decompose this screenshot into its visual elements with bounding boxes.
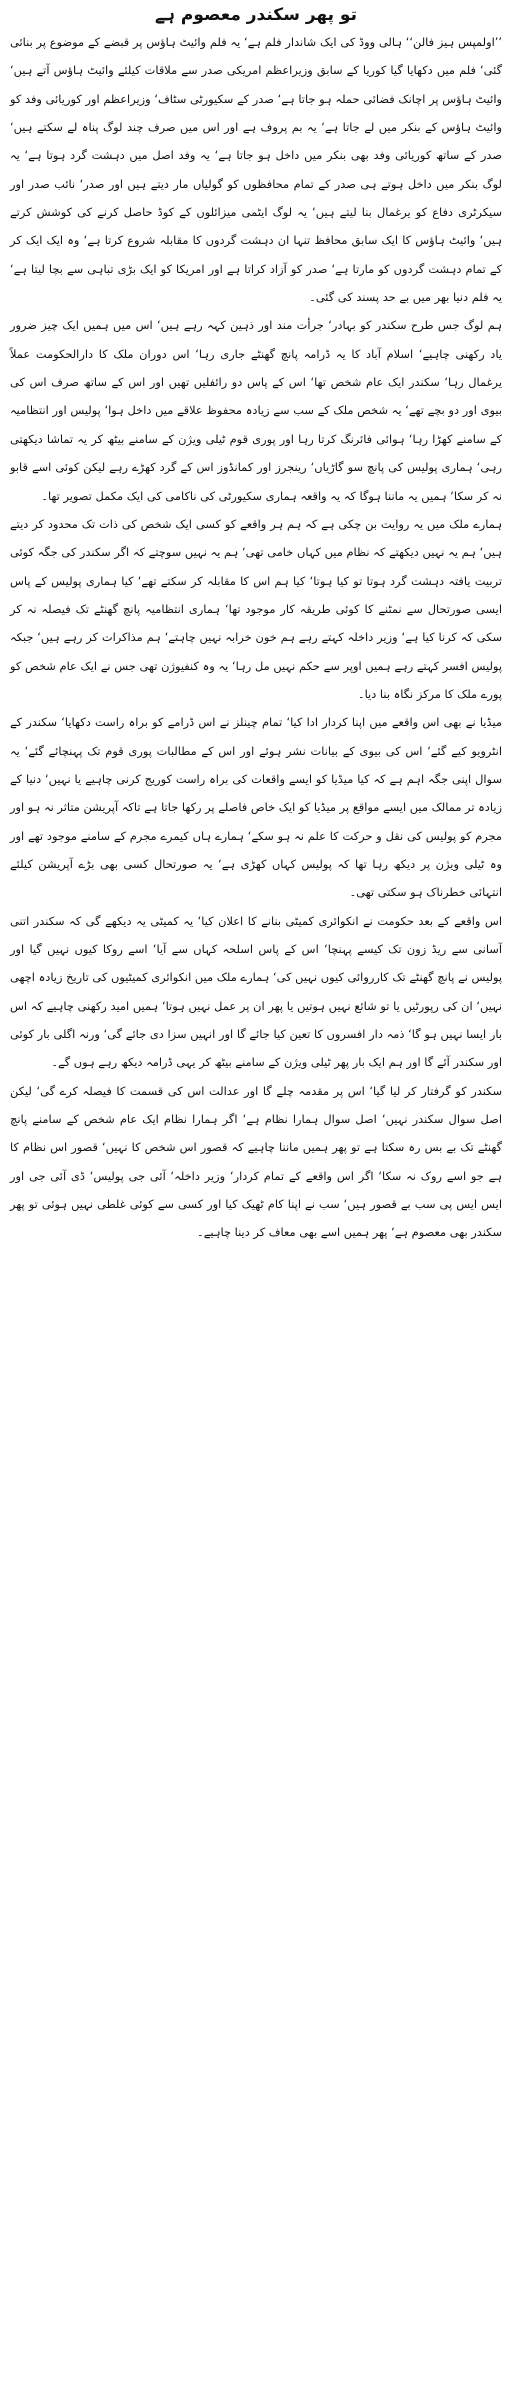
article-headline: تو پھر سکندر معصوم ہے: [155, 5, 357, 25]
article-paragraph: سکندر کو گرفتار کر لیا گیا‘ اس پر مقدمہ چلے گا اور عدالت اس کی قسمت کا فیصلہ کرے گی‘ لیکن اصل سوال سکندر نہیں‘ اصل سوال ہمارا نظام ہے‘ اگر ہمارا نظام ایک عام شخص کے سامنے پانچ گھنٹے تک بے بس رہ سکتا ہے تو پھر ہمیں ماننا چاہیے کہ قصور اس شخص کا نہیں‘ قصور اس نظام کا ہے جو اسے روک نہ سکا‘ اگر اس واقعے کے تمام کردار‘ وزیر داخلہ‘ آئی جی پولیس‘ ڈی آئی جی اور ایس ایس پی سب بے قصور ہیں‘ سب نے اپنا کام ٹھیک کیا اور کسی سے کوئی غلطی نہیں ہوئی تو پھر سکندر بھی معصوم ہے‘ پھر ہمیں اسے بھی معاف کر دینا چاہیے۔: [10, 1083, 502, 1240]
article-paragraph: اس واقعے کے بعد حکومت نے انکوائری کمیٹی بنانے کا اعلان کیا‘ یہ کمیٹی یہ دیکھے گی کہ سکندر اتنی آسانی سے ریڈ زون تک کیسے پہنچا‘ اس کے پاس اسلحہ کہاں سے آیا‘ اسے روکا کیوں نہیں گیا اور پولیس نے پانچ گھنٹے تک کارروائی کیوں نہیں کی‘ ہمارے ملک میں انکوائری کمیٹیوں کی تاریخ زیادہ اچھی نہیں‘ ان کی رپورٹیں یا تو شائع نہیں ہوتیں یا پھر ان پر عمل نہیں ہوتا‘ ہمیں امید رکھنی چاہیے کہ اس بار ایسا نہیں ہو گا‘ ذمہ دار افسروں کا تعین کیا جائے گا اور انہیں سزا دی جائے گی‘ ورنہ اگلی بار کوئی اور سکندر آئے گا اور ہم ایک بار پھر ٹیلی ویژن کے سامنے بیٹھ کر یہی ڈرامہ دیکھ رہے ہوں گے۔: [10, 913, 502, 1070]
article-paragraph: ’’اولمپس ہیز فالن‘‘ ہالی ووڈ کی ایک شاندار فلم ہے‘ یہ فلم وائیٹ ہاؤس پر قبضے کے موضوع پر بنائی گئی‘ فلم میں دکھایا گیا کوریا کے سابق وزیراعظم امریکی صدر سے ملاقات کیلئے وائیٹ ہاؤس آتے ہیں‘ وائیٹ ہاؤس پر اچانک فضائی حملہ ہو جاتا ہے‘ صدر کے سکیورٹی سٹاف‘ وزیراعظم اور کوریائی وفد کو وائیٹ ہاؤس کے بنکر میں لے جاتا ہے‘ یہ بم پروف ہے اور اس میں صرف چند لوگ پناہ لے سکتے ہیں‘ صدر کے ساتھ کوریائی وفد بھی بنکر میں داخل ہو جاتا ہے‘ یہ وفد اصل میں دہشت گرد ہوتا ہے‘ یہ لوگ بنکر میں داخل ہوتے ہی صدر کے تمام محافظوں کو گولیاں مار دیتے ہیں اور صدر‘ نائب صدر اور سیکرٹری دفاع کو یرغمال بنا لیتے ہیں‘ یہ لوگ ایٹمی میزائلوں کے کوڈ حاصل کرنے کی کوشش کرتے ہیں‘ وائیٹ ہاؤس کا ایک سابق محافظ تنہا ان دہشت گردوں کا مقابلہ شروع کرتا ہے‘ وہ ایک ایک کر کے تمام دہشت گردوں کو مارتا ہے‘ صدر کو آزاد کراتا ہے اور امریکا کو ایک بڑی تباہی سے بچا لیتا ہے‘ یہ فلم دنیا بھر میں بے حد پسند کی گئی۔: [10, 35, 502, 305]
article-paragraph: ہم لوگ جس طرح سکندر کو بہادر‘ جرأت مند اور ذہین کہہ رہے ہیں‘ اس میں ہمیں ایک چیز ضرور یاد رکھنی چاہیے‘ اسلام آباد کا یہ ڈرامہ پانچ گھنٹے جاری رہا‘ اس دوران ملک کا دارالحکومت عملاً یرغمال رہا‘ سکندر ایک عام شخص تھا‘ اس کے پاس دو رائفلیں تھیں اور اس کے ساتھ صرف اس کی بیوی اور دو بچے تھے‘ یہ شخص ملک کے سب سے زیادہ محفوظ علاقے میں داخل ہوا‘ پولیس اور انتظامیہ کے سامنے کھڑا رہا‘ ہوائی فائرنگ کرتا رہا اور پوری قوم ٹیلی ویژن کے سامنے بیٹھ کر یہ تماشا دیکھتی رہی‘ ہماری پولیس کی پانچ سو گاڑیاں‘ رینجرز اور کمانڈوز اس کے گرد کھڑے رہے لیکن کوئی اسے قابو نہ کر سکا‘ ہمیں یہ ماننا ہوگا کہ یہ واقعہ ہماری سکیورٹی کی ناکامی کی ایک مکمل تصویر تھا۔: [10, 318, 502, 503]
article-body: [10, 28, 502, 1247]
article-paragraph: میڈیا نے بھی اس واقعے میں اپنا کردار ادا کیا‘ تمام چینلز نے اس ڈرامے کو براہ راست دکھایا‘ سکندر کے انٹرویو کیے گئے‘ اس کی بیوی کے بیانات نشر ہوئے اور اس کے مطالبات پوری قوم تک پہنچائے گئے‘ یہ سوال اپنی جگہ اہم ہے کہ کیا میڈیا کو ایسے واقعات کی براہ راست کوریج کرنی چاہیے یا نہیں‘ دنیا کے زیادہ تر ممالک میں ایسے مواقع پر میڈیا کو ایک خاص فاصلے پر رکھا جاتا ہے تاکہ آپریشن متاثر نہ ہو اور مجرم کو پولیس کی نقل و حرکت کا علم نہ ہو سکے‘ ہمارے ہاں کیمرے مجرم کے سامنے موجود تھے اور وہ ٹیلی ویژن پر دیکھ رہا تھا کہ پولیس کہاں کھڑی ہے‘ یہ صورتحال کسی بھی بڑے آپریشن کیلئے انتہائی خطرناک ہو سکتی تھی۔: [10, 715, 502, 900]
article-paragraph: ہمارے ملک میں یہ روایت بن چکی ہے کہ ہم ہر واقعے کو کسی ایک شخص کی ذات تک محدود کر دیتے ہیں‘ ہم یہ نہیں دیکھتے کہ نظام میں کہاں خامی تھی‘ ہم یہ نہیں سوچتے کہ اگر سکندر کی جگہ کوئی تربیت یافتہ دہشت گرد ہوتا تو کیا ہوتا‘ کیا ہم اس کا مقابلہ کر سکتے تھے‘ کیا ہماری پولیس کے پاس ایسی صورتحال سے نمٹنے کا کوئی طریقہ کار موجود تھا‘ ہماری انتظامیہ پانچ گھنٹے تک فیصلہ نہ کر سکی کہ کرنا کیا ہے‘ وزیر داخلہ کہتے رہے ہم خون خرابہ نہیں چاہتے‘ ہم مذاکرات کر رہے ہیں‘ جبکہ پولیس افسر کہتے رہے ہمیں اوپر سے حکم نہیں مل رہا‘ یہ وہ کنفیوژن تھی جس نے ایک عام شخص کو پورے ملک کا مرکز نگاہ بنا دیا۔: [10, 516, 502, 701]
